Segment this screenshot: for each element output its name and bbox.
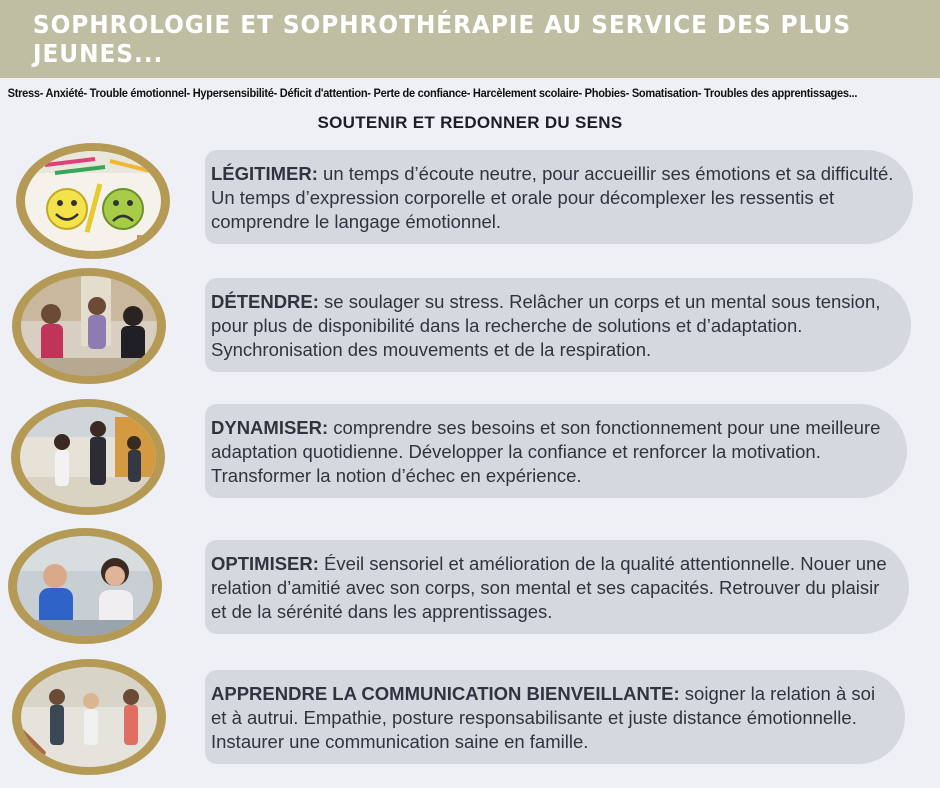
item-row-dynamiser — [0, 392, 940, 522]
item-row-optimiser — [0, 524, 940, 654]
section-subtitle: SOUTENIR ET REDONNER DU SENS — [317, 113, 623, 132]
item-lead: DÉTENDRE: — [211, 291, 319, 312]
item-text: se soulager su stress. Relâcher un corps et un mental sous tension, pour plus de disponibilité dans la recherche de solutions et d’adaptation. Synchronisation des mouvements et de la respiration. — [211, 291, 881, 360]
photo-frame — [8, 528, 162, 644]
item-card — [205, 404, 907, 498]
seated-children-image — [17, 536, 153, 636]
item-lead: APPRENDRE LA COMMUNICATION BIENVEILLANTE: — [211, 683, 680, 704]
item-text: Éveil sensoriel et amélioration de la qualité attentionnelle. Nouer une relation d’amitié avec son corps, son mental et ses capacités. Retrouver du plaisir et de la sérénité dans les apprentissages. — [211, 553, 887, 622]
item-row-legitimer — [0, 138, 940, 268]
item-card — [205, 150, 913, 244]
item-card — [205, 278, 911, 372]
page-title: SOPHROLOGIE ET SOPHROTHÉRAPIE AU SERVICE DES PLUS JEUNES... — [32, 10, 852, 68]
item-text: comprendre ses besoins et son fonctionnement pour une meilleure adaptation quotidienne. Développer la confiance et renforcer la motivation. Transformer la notion d’échec en expérience. — [211, 417, 881, 486]
item-row-communication — [0, 654, 940, 784]
item-card — [205, 670, 905, 764]
item-card — [205, 540, 909, 634]
photo-frame — [12, 268, 166, 384]
item-text: un temps d’écoute neutre, pour accueillir ses émotions et sa difficulté. Un temps d’expression corporelle et orale pour décomplexer les ressentis et comprendre le langage émotionnel. — [211, 163, 894, 232]
item-lead: LÉGITIMER: — [211, 163, 318, 184]
photo-frame — [12, 659, 166, 775]
item-text: soigner la relation à soi et à autrui. Empathie, posture responsabilisante et juste distance émotionnelle. Instaurer une communication saine en famille. — [211, 683, 876, 752]
keywords-line: Stress- Anxiété- Trouble émotionnel- Hypersensibilité- Déficit d'attention- Perte de confiance- Harcèlement scolaire- Phobies- Somatisation- Troubles des apprentissages... — [7, 86, 858, 100]
item-lead: OPTIMISER: — [211, 553, 319, 574]
item-row-detendre — [0, 262, 940, 392]
children-stretching-image — [21, 667, 157, 767]
item-lead: DYNAMISER: — [211, 417, 329, 438]
photo-frame — [16, 143, 170, 259]
header-banner — [0, 0, 940, 78]
photo-frame — [11, 399, 165, 515]
emotion-faces-drawing-image — [25, 151, 161, 251]
children-exercise-image — [20, 407, 156, 507]
relaxation-group-image — [21, 276, 157, 376]
